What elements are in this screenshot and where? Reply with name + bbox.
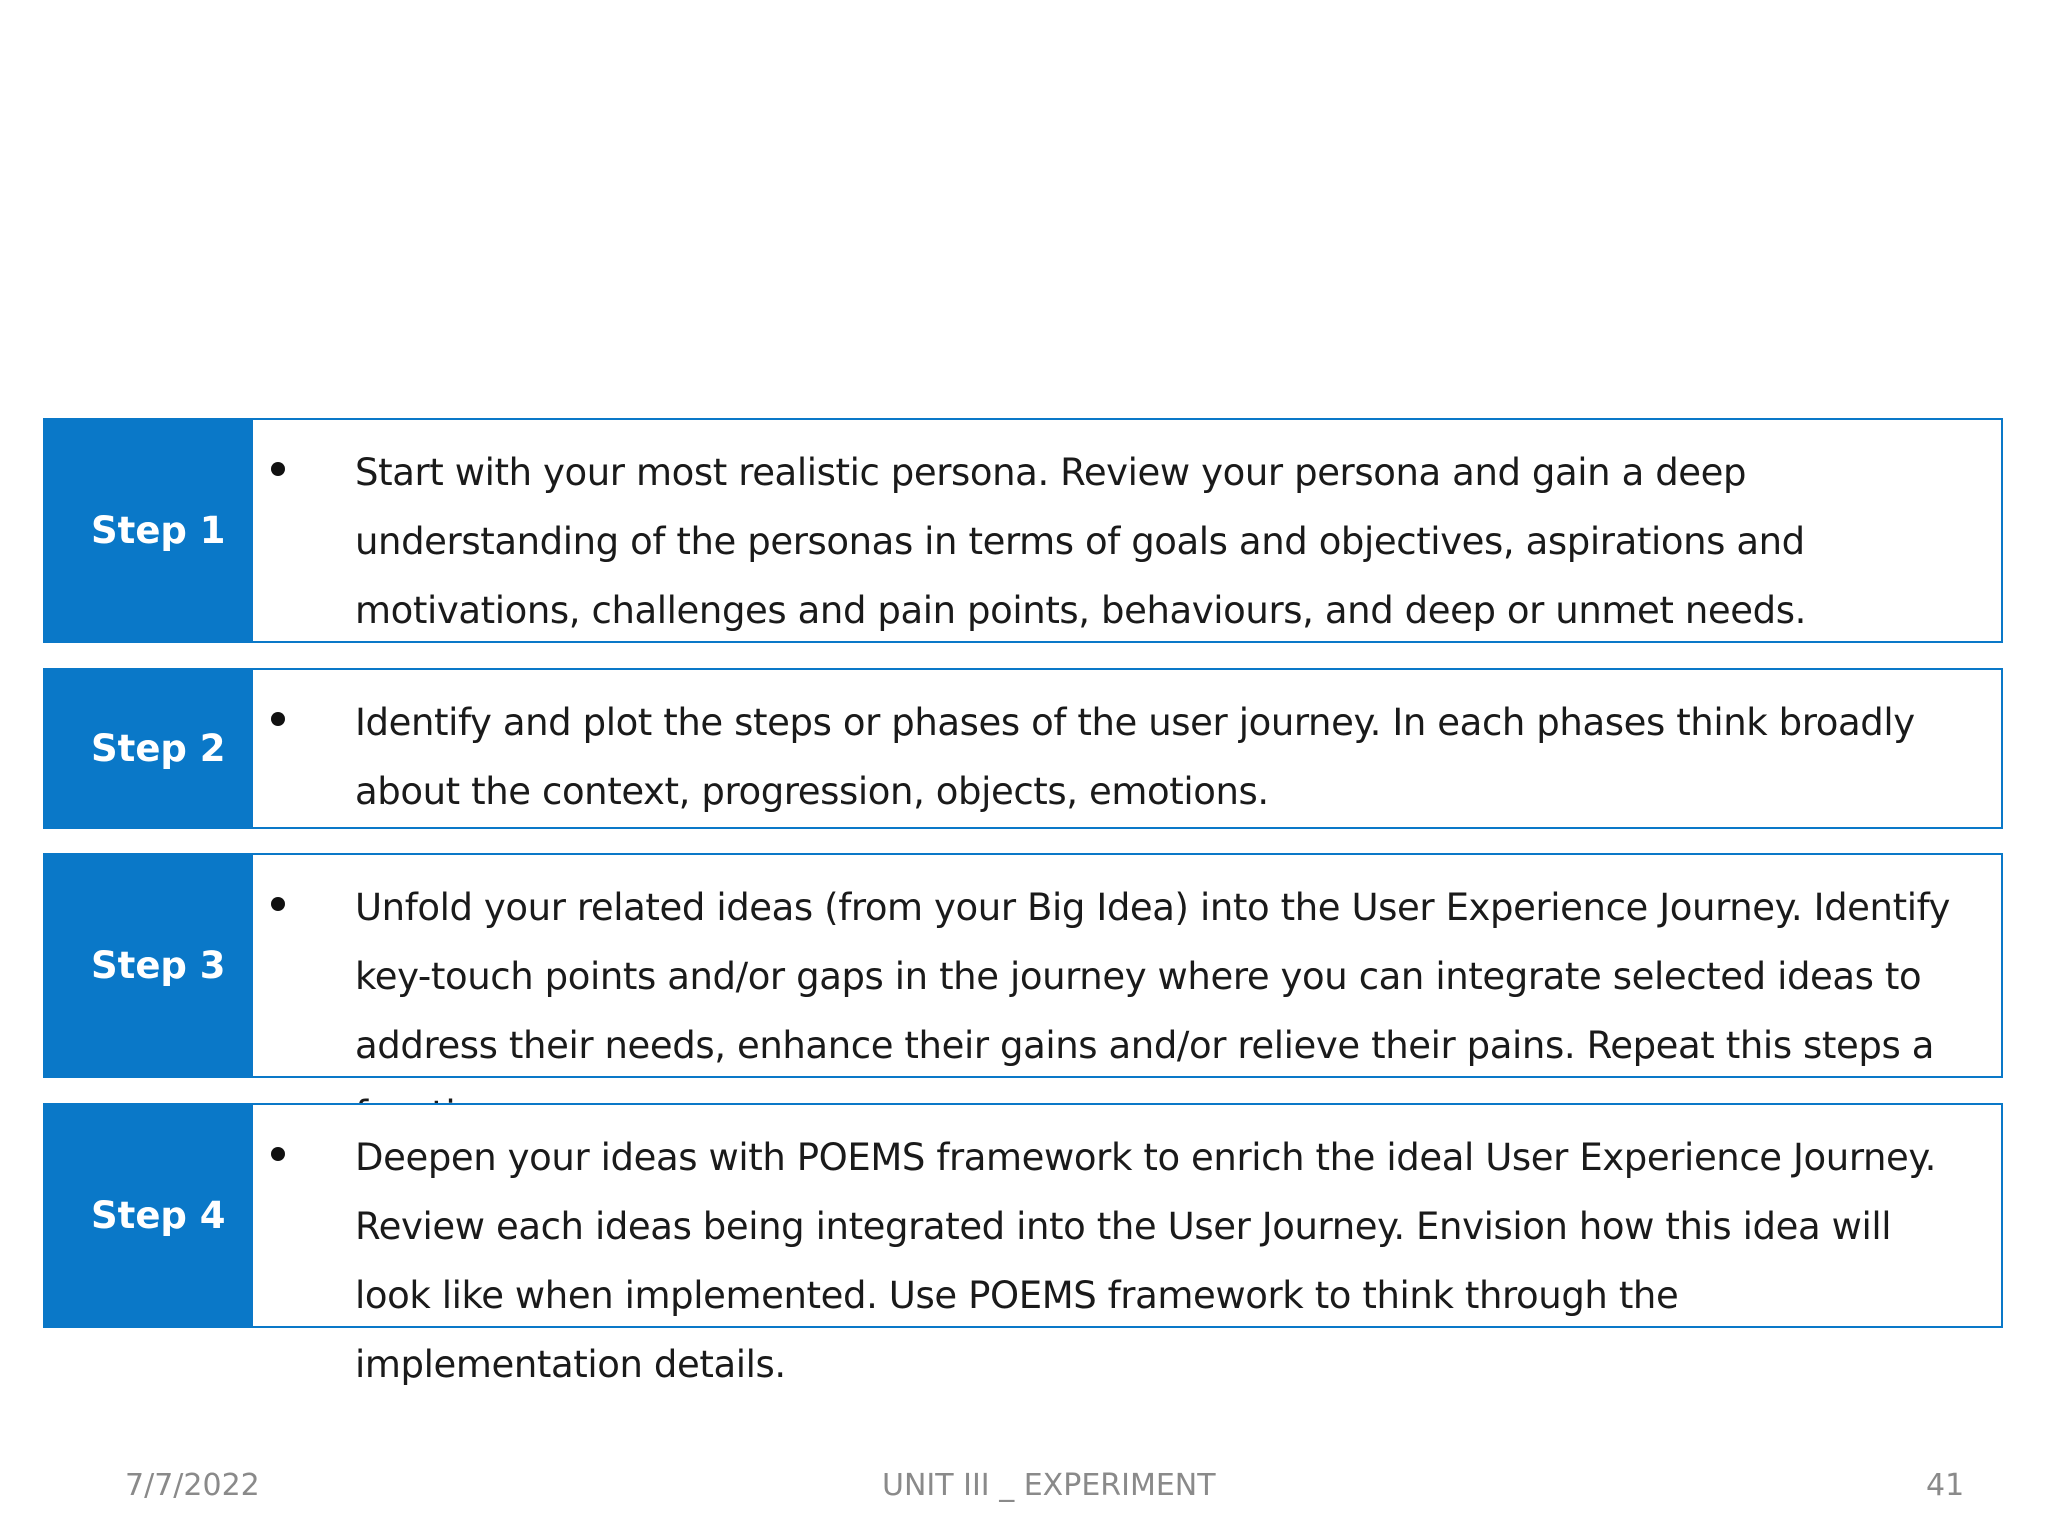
step-label-4: Step 4 (45, 1105, 253, 1326)
bullet-icon (271, 1147, 285, 1161)
step-content-1 (253, 420, 2001, 641)
step-content-2 (253, 670, 2001, 827)
bullet-icon (271, 712, 285, 726)
step-label-2: Step 2 (45, 670, 253, 827)
step-text-1: Start with your most realistic persona. Review your persona and gain a deep understanding of the personas in terms of goals and objectives, aspirations and motivations, challenges and pain points, behaviours, and deep or unmet needs. (355, 451, 1806, 632)
step-text-3: Unfold your related ideas (from your Big Idea) into the User Experience Journey. Identify key-touch points and/or gaps in the journey where you can integrate selected ideas to address their needs, enhance their gains and/or relieve their pains. Repeat this steps a (355, 886, 1951, 1067)
step-row-1 (43, 418, 2003, 643)
step-text-2: Identify and plot the steps or phases of the user journey. In each phases think broadly about the context, progression, objects, emotions. (355, 701, 1915, 813)
step-row-4 (43, 1103, 2003, 1386)
step-label-3: Step 3 (45, 855, 253, 1076)
step-label-1: Step 1 (45, 420, 253, 641)
bullet-icon (271, 897, 285, 911)
footer-date: 7/7/2022 (125, 1468, 260, 1503)
bullet-icon (271, 462, 285, 476)
footer-page-number: 41 (1926, 1468, 1965, 1503)
step-content-4 (253, 1105, 2001, 1386)
footer-title: UNIT III _ EXPERIMENT (882, 1468, 1216, 1503)
step-text-4: Deepen your ideas with POEMS framework to enrich the ideal User Experience Journey. Review each ideas being integrated into the User Journey. Envision how this idea will look like when implemented. Use POEMS framework to think through the implementation details. (355, 1136, 1936, 1386)
step-content-3 (253, 855, 2001, 1076)
step-row-2 (43, 668, 2003, 829)
step-row-3 (43, 853, 2003, 1078)
